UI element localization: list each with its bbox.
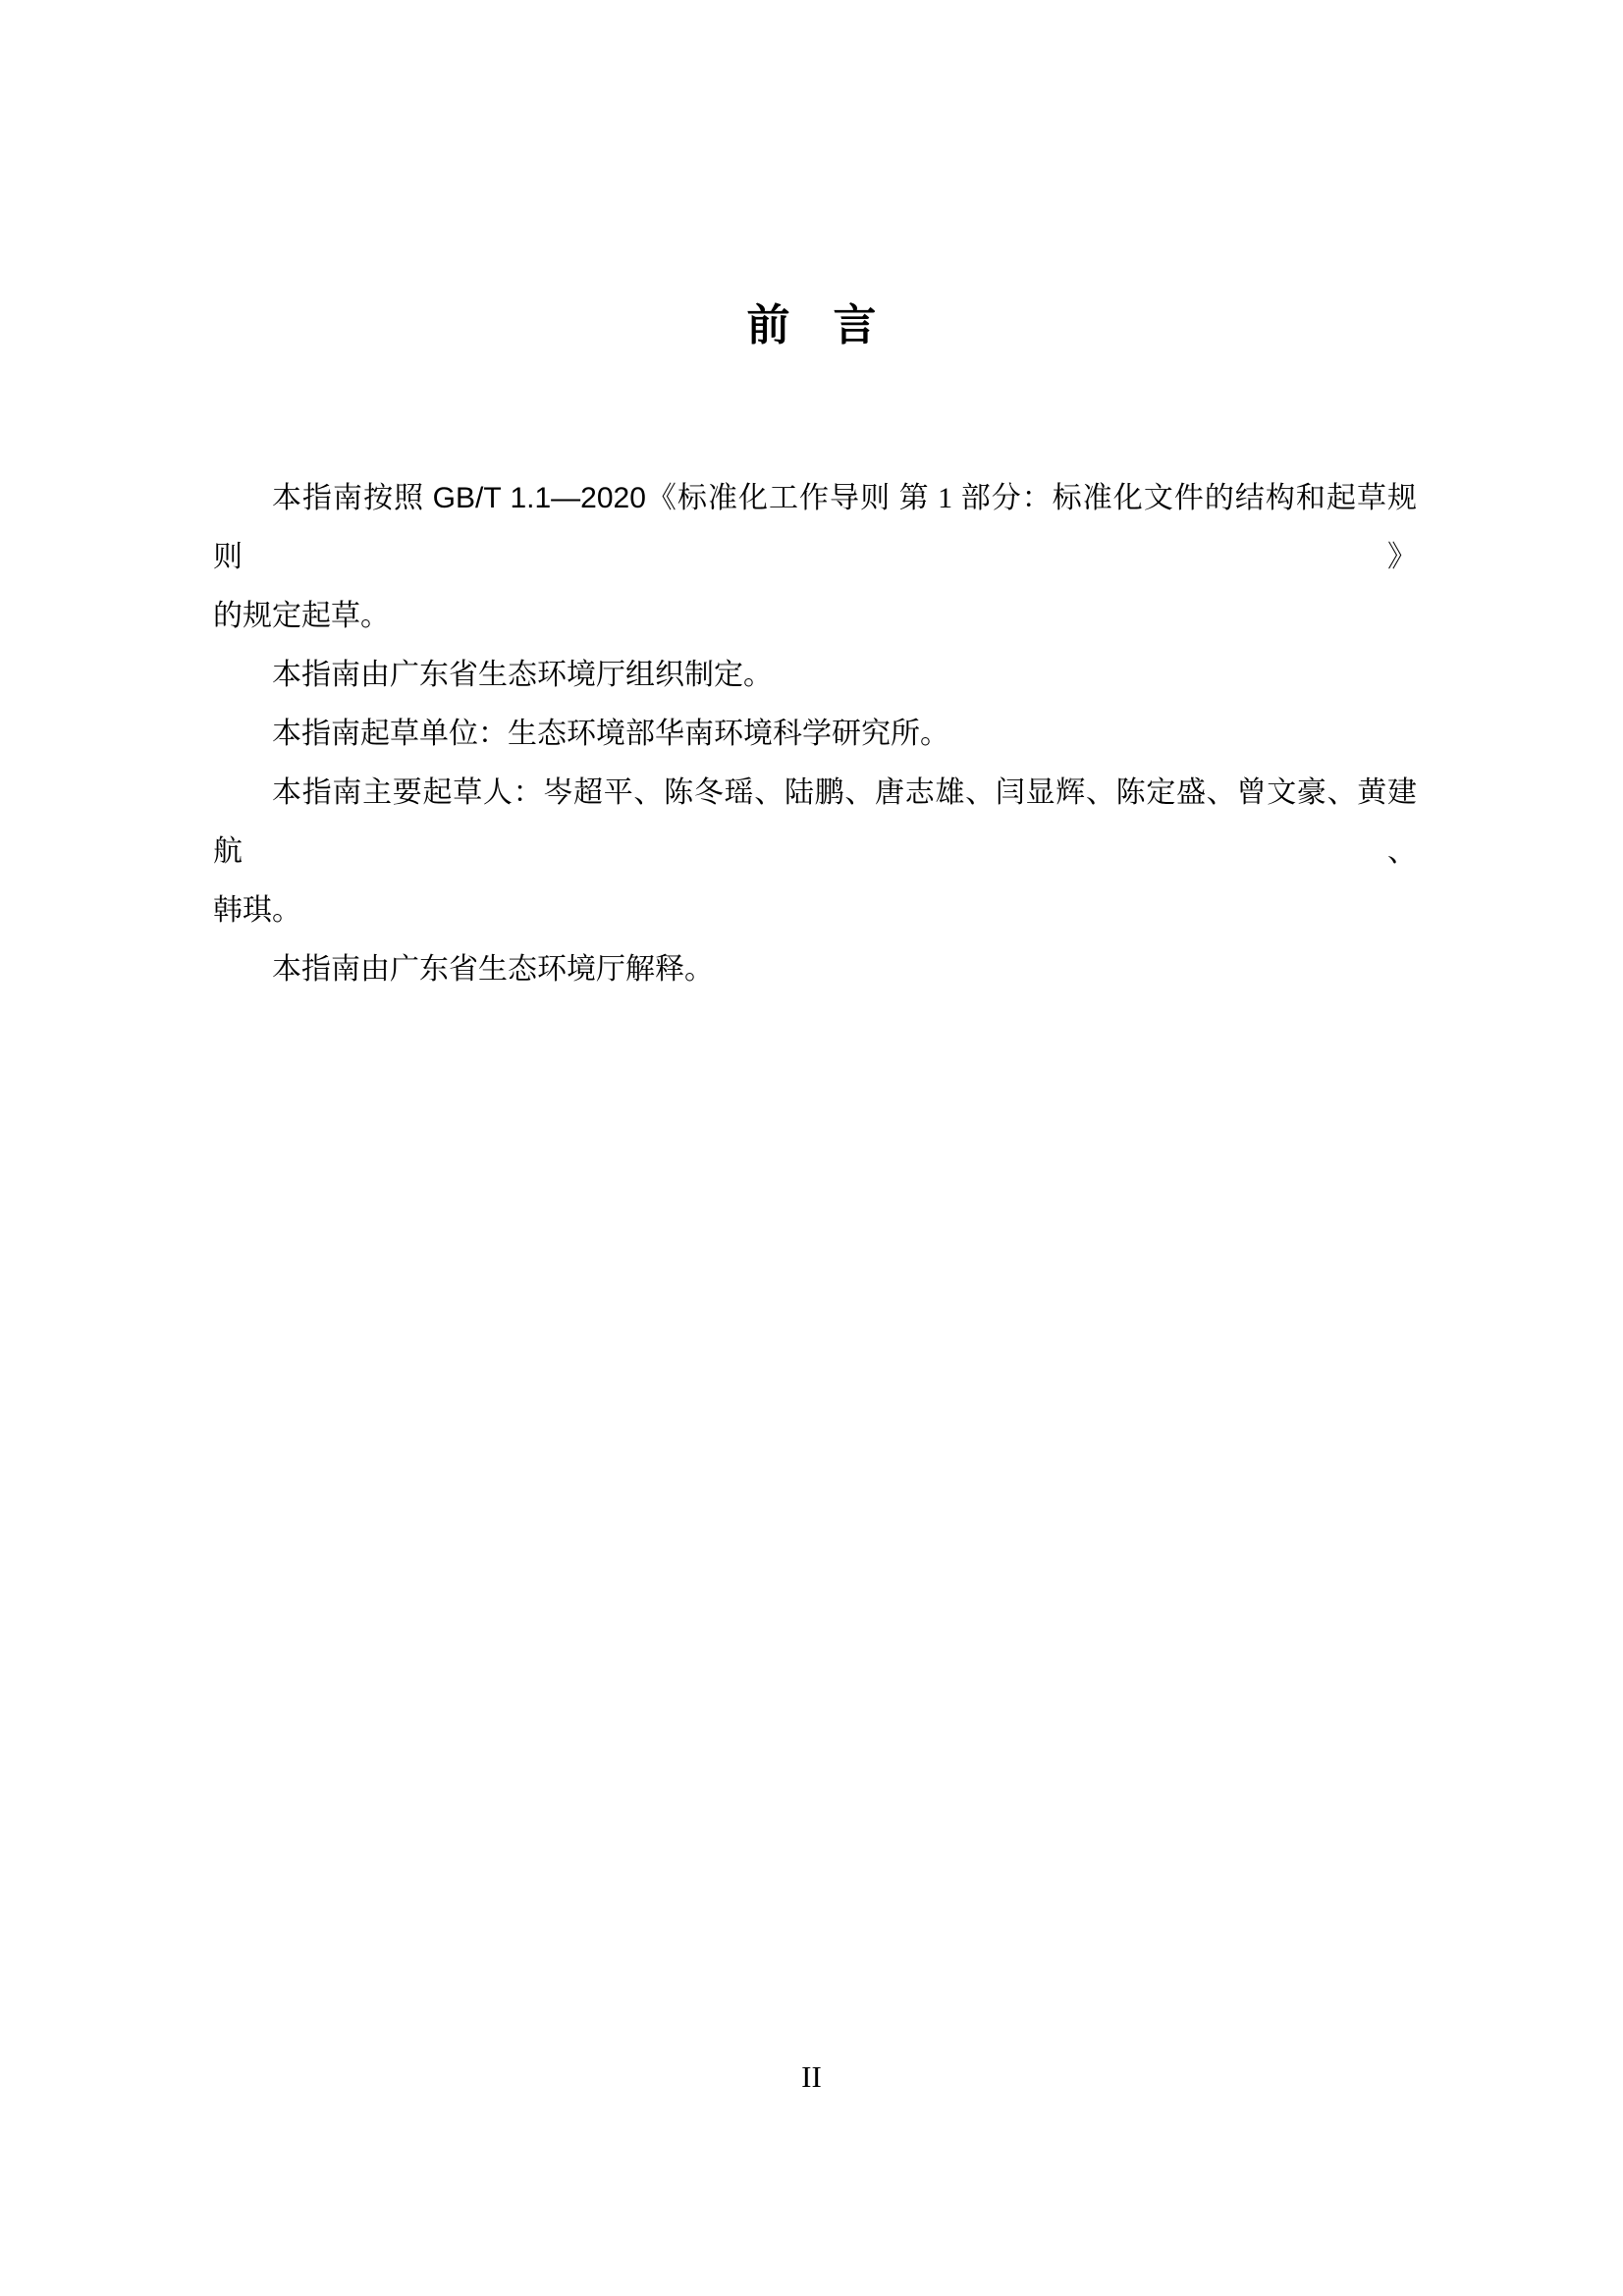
paragraph4-line1: 本指南主要起草人：岑超平、陈冬瑶、陆鹏、唐志雄、闫显辉、陈定盛、曾文豪、黄建航、 bbox=[213, 776, 1417, 868]
paragraph1-line1-standard-code: GB/T 1.1—2020 bbox=[432, 482, 646, 514]
paragraph1-line1-standard-name: 《标准化工作导则 第 1 部分：标准化文件的结构和起草规则》 bbox=[213, 482, 1418, 573]
preface-title: 前 言 bbox=[746, 301, 877, 349]
paragraph4-line2: 韩琪。 bbox=[213, 894, 301, 927]
paragraph1-line1 bbox=[213, 469, 1417, 587]
paragraph3: 本指南起草单位：生态环境部华南环境科学研究所。 bbox=[272, 718, 949, 750]
paragraph1-line2: 的规定起草。 bbox=[213, 600, 390, 632]
paragraph5: 本指南由广东省生态环境厅解释。 bbox=[272, 953, 714, 986]
paragraph1-line1-chinese-prefix: 本指南按照 bbox=[272, 482, 433, 514]
preface-body bbox=[213, 469, 1417, 999]
paragraph2: 本指南由广东省生态环境厅组织制定。 bbox=[272, 659, 773, 691]
page-number: II bbox=[801, 2059, 822, 2094]
